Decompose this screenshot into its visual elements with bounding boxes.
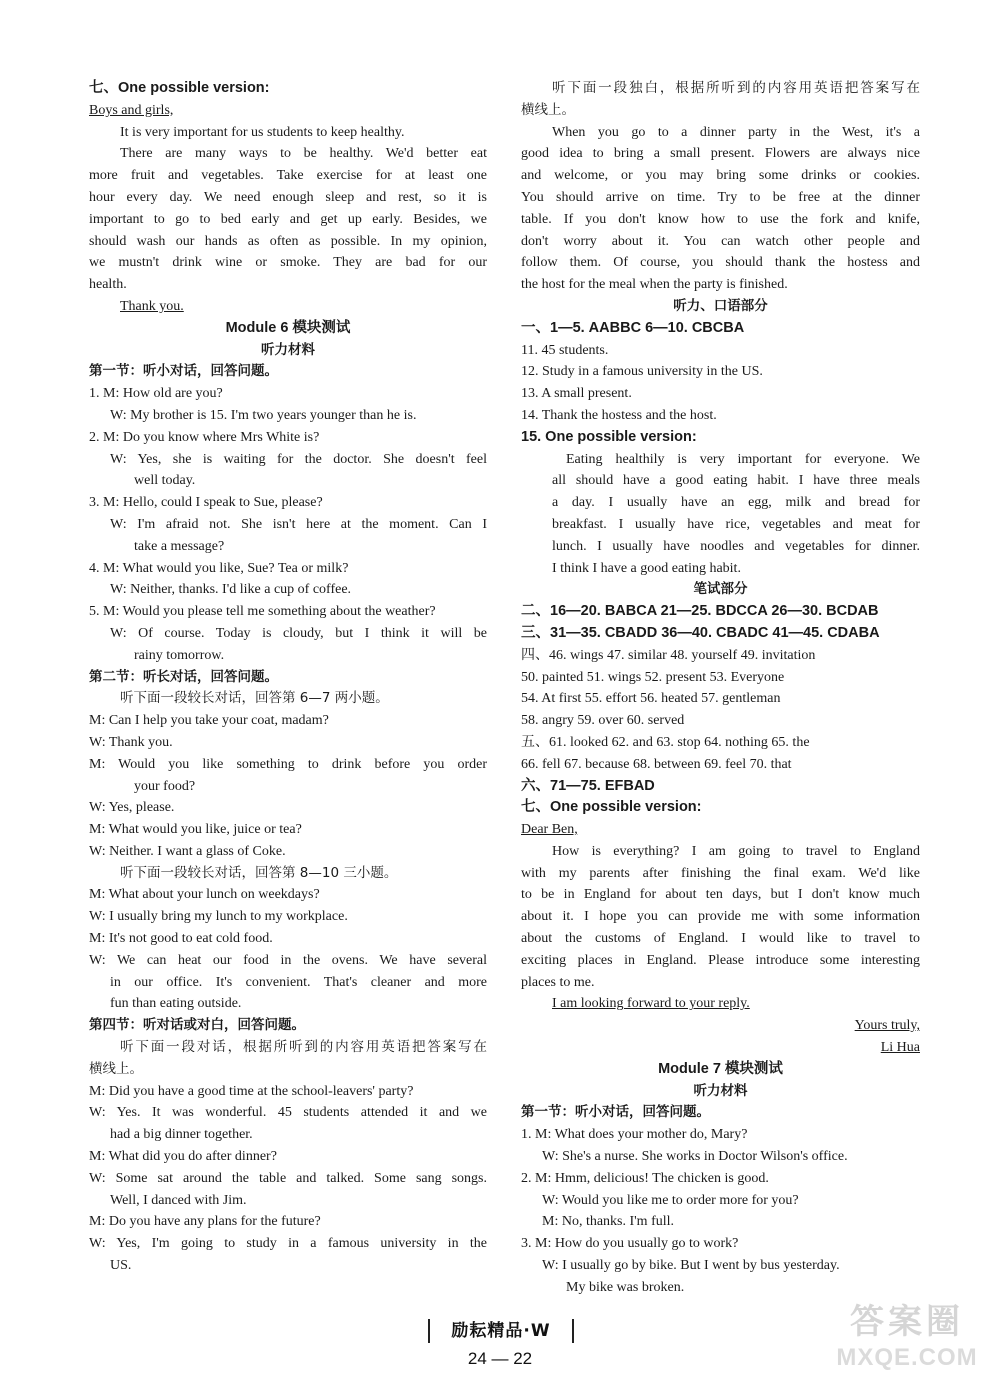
right-text-line: 58. angry 59. over 60. served: [521, 713, 685, 729]
right-text-line: Yours truly,: [854, 1018, 920, 1034]
right-text-line: with my parents after finishing the final exam. We'd like: [521, 865, 920, 881]
left-text-line: M: It's not good to eat cold food.: [89, 931, 273, 947]
left-text-line: M: What would you like, juice or tea?: [89, 822, 302, 838]
right-text-line: M: No, thanks. I'm full.: [542, 1214, 675, 1230]
right-text-line: How is everything? I am going to travel to England: [552, 843, 920, 859]
left-text-line: 1. M: How old are you?: [89, 386, 223, 402]
left-text-line: W: Yes, I'm going to study in a famous university in the: [89, 1236, 487, 1252]
left-text-line: 4. M: What would you like, Sue? Tea or milk?: [89, 560, 349, 576]
left-text-line: M: Do you have any plans for the future?: [89, 1214, 321, 1230]
left-text-line: M: Would you like something to drink before you order: [89, 756, 487, 772]
left-text-line: Module 6 模块测试: [225, 319, 351, 336]
left-text-line: M: Did you have a good time at the school-leavers' party?: [89, 1083, 414, 1099]
left-text-line: 第四节：听对话或对白，回答问题。: [89, 1017, 305, 1034]
right-text-line: I am looking forward to your reply.: [552, 996, 750, 1012]
right-text-line: Dear Ben,: [521, 822, 578, 838]
watermark-url: MXQE.COM: [836, 1344, 978, 1371]
right-text-line: 六、71—75. EFBAD: [521, 777, 655, 794]
right-text-line: good idea to bring a small present. Flowers are always nice: [521, 146, 920, 162]
right-text-line: a day. I usually have an egg, milk and bread for: [552, 495, 920, 511]
right-text-line: 笔试部分: [693, 581, 748, 598]
left-text-line: W: Yes, she is waiting for the doctor. She doesn't feel: [110, 451, 487, 467]
right-text-line: the host for the meal when the party is finished.: [521, 277, 788, 293]
right-text-line: 54. At first 55. effort 56. heated 57. gentleman: [521, 691, 781, 707]
right-text-line: about the customs of England. I would like to travel to: [521, 931, 920, 947]
right-text-line: Eating healthily is very important for everyone. We: [566, 451, 920, 467]
left-text-line: Boys and girls,: [89, 102, 174, 118]
page-number: 24 — 22: [467, 1349, 533, 1368]
right-text-line: 二、16—20. BABCA 21—25. BDCCA 26—30. BCDAB: [521, 603, 879, 620]
left-text-line: take a message?: [134, 538, 225, 554]
right-text-line: W: I usually go by bike. But I went by bus yesterday.: [542, 1258, 840, 1274]
left-text-line: 听下面一段较长对话，回答第 6—7 两小题。: [120, 690, 389, 707]
left-text-line: rainy tomorrow.: [134, 647, 225, 663]
right-text-line: breakfast. I usually have rice, vegetables and meat for: [552, 516, 920, 532]
right-text-line: I think I have a good eating habit.: [552, 560, 741, 576]
left-text-line: 听力材料: [261, 341, 315, 358]
right-text-line: 13. A small present.: [521, 386, 632, 402]
right-text-line: all should have a good eating habit. I have three meals: [552, 473, 920, 489]
watermark-text: 答案圈: [850, 1302, 964, 1342]
right-text-line: W: Would you like me to order more for you?: [542, 1192, 799, 1208]
right-text-line: 2. M: Hmm, delicious! The chicken is good.: [521, 1170, 769, 1186]
right-text-line: 12. Study in a famous university in the US.: [521, 364, 763, 380]
right-text-line: Module 7 模块测试: [658, 1060, 783, 1077]
left-text-line: M: What about your lunch on weekdays?: [89, 887, 320, 903]
right-text-line: W: She's a nurse. She works in Doctor Wilson's office.: [542, 1149, 848, 1165]
left-text-line: There are many ways to be healthy. We'd better eat: [120, 146, 487, 162]
right-text-line: 横线上。: [521, 101, 575, 118]
left-text-line: 5. M: Would you please tell me something about the weather?: [89, 604, 436, 620]
right-text-line: 15. One possible version:: [521, 428, 697, 445]
right-text-line: 听力、口语部分: [673, 297, 768, 314]
right-text-line: 三、31—35. CBADD 36—40. CBADC 41—45. CDABA: [521, 624, 880, 641]
left-text-line: W: Some sat around the table and talked. Some sang songs.: [89, 1170, 487, 1186]
right-text-line: places to me.: [521, 974, 595, 990]
right-text-line: lunch. I usually have noodles and vegetables for dinner.: [552, 538, 920, 554]
right-text-line: 五、61. looked 62. and 63. stop 64. nothing 65. the: [521, 734, 810, 750]
left-text-line: your food?: [134, 778, 196, 794]
right-text-line: 50. painted 51. wings 52. present 53. Everyone: [521, 669, 785, 685]
right-text-line: Li Hua: [880, 1040, 920, 1056]
right-text-line: table. If you don't know how to use the fork and knife,: [521, 211, 920, 227]
watermark-logo: [822, 1300, 992, 1380]
footer-logo: 励耘精品·W: [428, 1319, 574, 1343]
left-text-line: health.: [89, 277, 127, 293]
left-text-line: 听下面一段对话，根据所听到的内容用英语把答案写在: [120, 1039, 487, 1056]
right-text-line: and welcome, or you may bring some drinks or cookies.: [521, 168, 920, 184]
right-text-line: 66. fell 67. because 68. between 69. feel 70. that: [521, 756, 792, 772]
left-text-line: W: I usually bring my lunch to my workplace.: [89, 909, 348, 925]
right-text-line: My bike was broken.: [566, 1279, 685, 1295]
left-text-line: W: Yes. It was wonderful. 45 students attended it and we: [89, 1105, 487, 1121]
right-text-line: 听力材料: [693, 1082, 748, 1099]
left-text-line: hour every day. We need enough sleep and rest, so it is: [89, 189, 487, 205]
left-text-line: 听下面一段较长对话，回答第 8—10 三小题。: [120, 864, 398, 881]
left-text-line: W: Thank you.: [89, 734, 173, 750]
right-text-line: 第一节：听小对话，回答问题。: [521, 1104, 710, 1121]
right-text-line: 七、One possible version:: [521, 799, 702, 816]
left-text-line: we mustn't drink wine or smoke. They are bad for our: [89, 255, 487, 271]
left-text-line: W: Neither, thanks. I'd like a cup of coffee.: [110, 582, 352, 598]
left-text-line: Thank you.: [120, 298, 184, 314]
left-text-line: W: Neither. I want a glass of Coke.: [89, 843, 286, 859]
right-text-line: 11. 45 students.: [521, 342, 609, 358]
right-text-line: 14. Thank the hostess and the host.: [521, 407, 717, 423]
left-text-line: important to go to bed early and get up early. Besides, we: [89, 211, 487, 227]
right-text-line: don't worry about it. You can watch other people and: [521, 233, 920, 249]
left-text-line: well today.: [134, 473, 196, 489]
right-text-line: 一、1—5. AABBC 6—10. CBCBA: [521, 319, 745, 336]
left-text-line: W: Of course. Today is cloudy, but I think it will be: [110, 625, 487, 641]
left-text-line: 七、One possible version:: [89, 80, 270, 96]
right-text-line: 四、46. wings 47. similar 48. yourself 49. invitation: [521, 647, 816, 663]
left-text-line: W: We can heat our food in the ovens. We have several: [89, 952, 487, 968]
left-text-line: M: Can I help you take your coat, madam?: [89, 713, 329, 729]
right-text-line: follow them. Of course, you should thank the hostess and: [521, 255, 920, 271]
left-text-line: should wash our hands as often as possible. In my opinion,: [89, 233, 487, 249]
left-text-line: 横线上。: [89, 1060, 143, 1077]
left-text-line: It is very important for us students to keep healthy.: [120, 124, 405, 140]
left-text-line: 3. M: Hello, could I speak to Sue, please?: [89, 495, 323, 511]
left-text-line: US.: [110, 1258, 132, 1274]
right-text-line: about it. I hope you can provide me with some information: [521, 909, 920, 925]
left-text-line: 第二节：听长对话，回答问题。: [89, 668, 278, 685]
left-text-line: in our office. It's convenient. That's cleaner and more: [110, 974, 487, 990]
left-text-line: fun than eating outside.: [110, 996, 242, 1012]
right-column: [521, 78, 920, 1299]
left-text-line: W: I'm afraid not. She isn't here at the moment. Can I: [110, 516, 487, 532]
right-text-line: 听下面一段独白，根据所听到的内容用英语把答案写在: [552, 80, 920, 96]
right-text-line: exciting places in England. Please introduce some interesting: [521, 952, 920, 968]
right-text-line: 3. M: How do you usually go to work?: [521, 1236, 739, 1252]
left-text-line: M: What did you do after dinner?: [89, 1149, 277, 1165]
right-text-line: You should arrive on time. Try to be free at the dinner: [521, 189, 920, 205]
left-text-line: 2. M: Do you know where Mrs White is?: [89, 429, 320, 445]
left-text-line: had a big dinner together.: [110, 1127, 253, 1143]
right-text-line: to be in England for about ten days, but I don't know much: [521, 887, 920, 903]
left-column: [89, 78, 487, 1277]
left-text-line: more fruit and vegetables. Take exercise for at least one: [89, 168, 487, 184]
right-text-line: 1. M: What does your mother do, Mary?: [521, 1127, 748, 1143]
left-text-line: Well, I danced with Jim.: [110, 1192, 247, 1208]
right-text-line: When you go to a dinner party in the West, it's a: [552, 124, 920, 140]
left-text-line: W: Yes, please.: [89, 800, 175, 816]
left-text-line: 第一节：听小对话，回答问题。: [89, 363, 278, 380]
left-text-line: W: My brother is 15. I'm two years younger than he is.: [110, 407, 417, 423]
